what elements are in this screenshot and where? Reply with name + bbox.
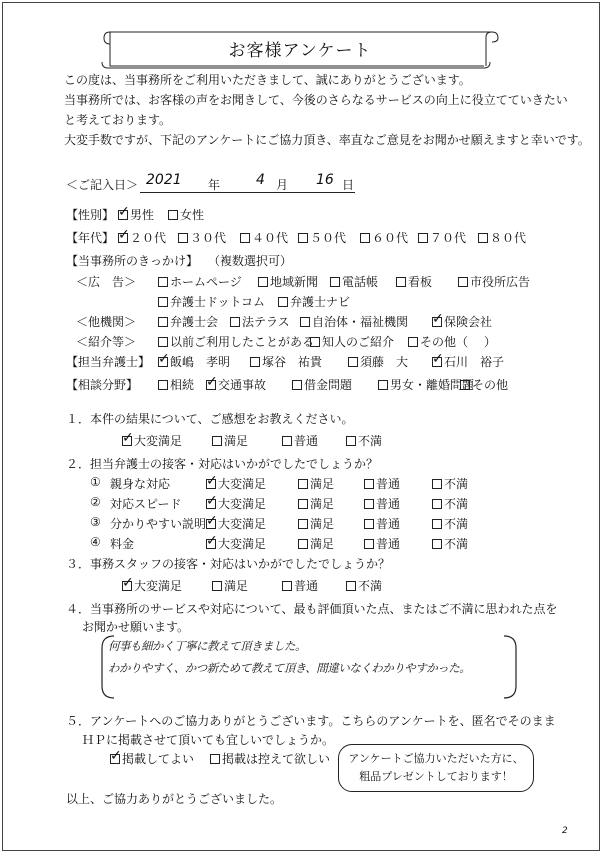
- gift-note-line: アンケートご協力いただいた方に、: [348, 752, 524, 765]
- checkbox-icon[interactable]: [122, 574, 134, 591]
- ref-label: ＜紹介等＞: [76, 335, 137, 349]
- checkbox-label: 普通: [294, 434, 319, 448]
- intro-line: この度は、当事務所をご利用いただきまして、誠にありがとうございます。: [64, 73, 471, 87]
- checkbox-label: ４０代: [252, 231, 289, 245]
- checkbox-label: 借金問題: [304, 378, 353, 392]
- checkmark-icon: ✓: [122, 429, 134, 446]
- checkbox-icon[interactable]: [432, 519, 442, 529]
- checkbox-icon[interactable]: [230, 317, 240, 327]
- checkbox-option[interactable]: [298, 495, 334, 512]
- checkbox-label: 普通: [376, 517, 401, 531]
- checkbox-option[interactable]: [206, 373, 267, 393]
- checkbox-label: ５０代: [310, 231, 347, 245]
- checkbox-icon[interactable]: [408, 337, 418, 347]
- checkbox-option[interactable]: [298, 515, 334, 532]
- checkbox-option[interactable]: [206, 512, 267, 532]
- checkbox-option[interactable]: [292, 376, 352, 393]
- checkbox-option[interactable]: [110, 747, 195, 767]
- checkbox-option[interactable]: [330, 273, 378, 290]
- q4-text-line1: ４．当事務所のサービスや対応について、最も評価頂いた点、またはご不満に思われた点を: [66, 602, 558, 616]
- checkbox-label: 掲載は控えて欲しい: [222, 752, 331, 766]
- checkmark-icon: ✓: [118, 203, 130, 220]
- checkbox-option[interactable]: [158, 293, 265, 310]
- checkbox-label: 相続: [170, 378, 195, 392]
- checkbox-label: 普通: [376, 497, 401, 511]
- checkbox-label: 大変満足: [134, 579, 183, 593]
- checkbox-option[interactable]: [364, 515, 400, 532]
- checkbox-option[interactable]: [250, 353, 322, 370]
- checkbox-option[interactable]: [122, 429, 183, 449]
- checkbox-option[interactable]: [300, 313, 408, 330]
- ref-close: ）: [484, 335, 497, 349]
- checkbox-icon[interactable]: [348, 357, 358, 367]
- checkbox-icon[interactable]: [298, 233, 308, 243]
- checkbox-label: 掲載してよい: [122, 752, 195, 766]
- checkbox-option[interactable]: [278, 293, 350, 310]
- checkbox-icon[interactable]: [460, 380, 470, 390]
- checkbox-option[interactable]: [432, 535, 468, 552]
- checkbox-icon[interactable]: [364, 479, 374, 489]
- checkbox-label: 法テラス: [242, 315, 290, 329]
- checkbox-label: 大変満足: [218, 497, 267, 511]
- checkbox-label: その他: [472, 378, 509, 392]
- checkbox-label: 電話帳: [342, 275, 379, 289]
- checkmark-icon: ✓: [206, 512, 218, 529]
- q5-text-line1: ５．アンケートへのご協力ありがとうございます。こちらのアンケートを、匿名でそのまま: [66, 714, 556, 728]
- checkbox-label: 大変満足: [218, 477, 267, 491]
- checkbox-icon[interactable]: [122, 429, 134, 446]
- q2-item-number: ①: [90, 475, 101, 489]
- source-label: 【当事務所のきっかけ】: [66, 254, 199, 268]
- comment-box[interactable]: [100, 632, 520, 702]
- checkbox-label: 交通事故: [218, 378, 267, 392]
- checkbox-label: ６０代: [372, 231, 409, 245]
- checkbox-label: ２０代: [130, 231, 167, 245]
- checkbox-option[interactable]: [310, 333, 394, 350]
- checkbox-option[interactable]: [282, 577, 318, 594]
- checkbox-option[interactable]: [432, 495, 468, 512]
- checkbox-label: 須藤 大: [360, 355, 409, 369]
- checkbox-option[interactable]: [396, 273, 432, 290]
- checkbox-option[interactable]: [364, 475, 400, 492]
- checkbox-label: 満足: [224, 434, 249, 448]
- gift-note-line: 粗品プレゼントしております！: [359, 770, 513, 783]
- q3-text: ３．事務スタッフの接客・対応はいかがでしたでしょうか？: [66, 557, 391, 571]
- checkbox-option[interactable]: [348, 353, 408, 370]
- checkbox-icon[interactable]: [364, 539, 374, 549]
- checkbox-icon[interactable]: [178, 233, 188, 243]
- checkbox-label: 普通: [376, 477, 401, 491]
- checkbox-icon[interactable]: [298, 479, 308, 489]
- source-note: （複数選択可）: [208, 254, 293, 268]
- checkbox-option[interactable]: [282, 432, 318, 449]
- date-year: 2021: [146, 172, 182, 188]
- closing-text: 以上、ご協力ありがとうございました。: [66, 792, 283, 806]
- checkbox-icon[interactable]: [278, 297, 288, 307]
- checkbox-icon[interactable]: [206, 532, 218, 549]
- checkbox-label: 大変満足: [218, 517, 267, 531]
- checkmark-icon: ✓: [206, 373, 218, 390]
- checkbox-icon[interactable]: [432, 350, 444, 367]
- checkbox-option[interactable]: [432, 310, 493, 330]
- checkmark-icon: ✓: [158, 350, 170, 367]
- checkbox-label: 市役所広告: [470, 275, 531, 289]
- checkmark-icon: ✓: [206, 472, 218, 489]
- checkbox-icon[interactable]: [212, 581, 222, 591]
- checkbox-icon[interactable]: [206, 373, 218, 390]
- checkbox-option[interactable]: [118, 226, 167, 246]
- checkbox-label: 普通: [376, 537, 401, 551]
- q2-item-number: ②: [90, 495, 101, 509]
- checkbox-label: 満足: [310, 497, 335, 511]
- checkbox-label: 大変満足: [134, 434, 183, 448]
- checkbox-option[interactable]: [212, 432, 248, 449]
- q2-item-label: 料金: [110, 537, 135, 551]
- checkbox-option[interactable]: [210, 750, 330, 767]
- checkbox-option[interactable]: [364, 495, 400, 512]
- q2-item-label: 対応スピード: [110, 497, 182, 511]
- checkbox-label: 以前ご利用したことがある: [170, 335, 315, 349]
- checkbox-label: 女性: [180, 208, 205, 222]
- checkbox-option[interactable]: [364, 535, 400, 552]
- checkmark-icon: ✓: [122, 574, 134, 591]
- q2-item-label: 親身な対応: [110, 477, 171, 491]
- checkmark-icon: ✓: [432, 310, 444, 327]
- checkbox-label: 弁護士会: [170, 315, 219, 329]
- checkbox-option[interactable]: [122, 574, 183, 594]
- field-label: 【相談分野】: [66, 378, 139, 392]
- checkbox-label: 弁護士ナビ: [290, 295, 351, 309]
- checkbox-icon[interactable]: [258, 277, 268, 287]
- comment-answer-line: わかりやすく、かつ新ためて教えて頂き、間違いなくわかりやすかった。: [108, 661, 471, 675]
- checkbox-label: 石川 裕子: [444, 355, 505, 369]
- checkbox-option[interactable]: [346, 432, 382, 449]
- checkbox-icon[interactable]: [298, 539, 308, 549]
- checkbox-label: 不満: [358, 579, 383, 593]
- checkmark-icon: ✓: [118, 226, 130, 243]
- date-underline: [140, 192, 355, 193]
- checkmark-icon: ✓: [110, 747, 122, 764]
- checkbox-icon[interactable]: [282, 436, 292, 446]
- checkbox-option[interactable]: [298, 475, 334, 492]
- checkbox-icon[interactable]: [330, 277, 340, 287]
- checkbox-icon[interactable]: [158, 317, 168, 327]
- date-year-unit: 年: [208, 178, 221, 192]
- checkbox-option[interactable]: [158, 333, 314, 350]
- q5-text-line2: ＨＰに掲載させて頂いても宜しいでしょうか。: [82, 733, 335, 747]
- checkbox-option[interactable]: [240, 229, 288, 246]
- gift-note-box: [338, 744, 534, 792]
- checkbox-icon[interactable]: [206, 492, 218, 509]
- checkbox-option[interactable]: [258, 273, 318, 290]
- gender-label: 【性別】: [66, 208, 115, 222]
- checkbox-icon[interactable]: [298, 519, 308, 529]
- org-label: ＜他機関＞: [76, 315, 137, 329]
- checkbox-icon[interactable]: [158, 277, 168, 287]
- checkbox-option[interactable]: [432, 350, 505, 370]
- title-banner: [100, 24, 500, 72]
- checkbox-option[interactable]: [212, 577, 248, 594]
- checkbox-option[interactable]: [418, 229, 466, 246]
- checkbox-icon[interactable]: [118, 226, 130, 243]
- checkbox-icon[interactable]: [158, 350, 170, 367]
- checkbox-option[interactable]: [158, 273, 242, 290]
- comment-answer-line: 何事も細かく丁寧に教えて頂きました。: [108, 639, 306, 653]
- checkbox-option[interactable]: [458, 273, 530, 290]
- checkbox-icon[interactable]: [110, 747, 122, 764]
- checkbox-label: 自治体・福祉機関: [312, 315, 409, 329]
- checkbox-icon[interactable]: [458, 277, 468, 287]
- checkbox-icon[interactable]: [346, 436, 356, 446]
- checkbox-icon[interactable]: [364, 499, 374, 509]
- q2-item-number: ③: [90, 515, 101, 529]
- checkbox-icon[interactable]: [240, 233, 250, 243]
- page-number: 2: [562, 826, 568, 836]
- checkbox-label: 保険会社: [444, 315, 493, 329]
- checkbox-option[interactable]: [230, 313, 290, 330]
- checkbox-label: 不満: [444, 537, 469, 551]
- checkmark-icon: ✓: [432, 350, 444, 367]
- checkbox-label: 不満: [444, 477, 469, 491]
- checkmark-icon: ✓: [206, 532, 218, 549]
- checkbox-icon[interactable]: [432, 499, 442, 509]
- date-month-unit: 月: [276, 178, 289, 192]
- checkbox-option[interactable]: [206, 492, 267, 512]
- checkbox-label: 男女・離婚問題: [390, 378, 475, 392]
- checkbox-icon[interactable]: [378, 380, 388, 390]
- checkbox-label: 看板: [408, 275, 433, 289]
- intro-line: 大変手数ですが、下記のアンケートにご協力頂き、率直なご意見をお聞かせ願えますと幸いです。: [64, 133, 590, 147]
- checkbox-option[interactable]: [158, 313, 218, 330]
- checkbox-icon[interactable]: [212, 436, 222, 446]
- checkbox-label: 満足: [224, 579, 249, 593]
- checkbox-option[interactable]: [206, 532, 267, 552]
- checkbox-icon[interactable]: [300, 317, 310, 327]
- checkbox-icon[interactable]: [418, 233, 428, 243]
- checkbox-icon[interactable]: [118, 203, 130, 220]
- checkbox-option[interactable]: [360, 229, 408, 246]
- date-day-unit: 日: [342, 178, 355, 192]
- checkbox-icon[interactable]: [298, 499, 308, 509]
- q2-text: ２．担当弁護士の接客・対応はいかがでしたでしょうか？: [66, 457, 379, 471]
- checkbox-label: 男性: [130, 208, 155, 222]
- checkbox-label: 満足: [310, 537, 335, 551]
- date-day: 16: [316, 172, 334, 188]
- checkbox-icon[interactable]: [346, 581, 356, 591]
- checkbox-icon[interactable]: [158, 297, 168, 307]
- page-title: お客様アンケート: [228, 41, 372, 61]
- checkbox-option[interactable]: [168, 206, 204, 223]
- checkbox-option[interactable]: [432, 475, 468, 492]
- checkbox-option[interactable]: [346, 577, 382, 594]
- checkbox-label: 満足: [310, 477, 335, 491]
- checkbox-option[interactable]: [432, 515, 468, 532]
- checkbox-label: 飯嶋 孝明: [170, 355, 231, 369]
- checkbox-icon[interactable]: [206, 472, 218, 489]
- checkbox-label: 不満: [444, 497, 469, 511]
- checkbox-option[interactable]: [460, 376, 508, 393]
- checkbox-icon[interactable]: [310, 337, 320, 347]
- age-label: 【年代】: [66, 231, 115, 245]
- checkbox-icon[interactable]: [432, 479, 442, 489]
- checkbox-option[interactable]: [478, 229, 526, 246]
- checkbox-option[interactable]: [158, 350, 231, 370]
- checkbox-label: その他（: [420, 335, 469, 349]
- q2-item-label: 分かりやすい説明: [110, 517, 207, 531]
- checkbox-icon[interactable]: [158, 337, 168, 347]
- checkbox-label: ホームページ: [170, 275, 242, 289]
- checkbox-option[interactable]: [298, 535, 334, 552]
- checkbox-icon[interactable]: [250, 357, 260, 367]
- checkbox-label: 知人のご紹介: [322, 335, 395, 349]
- date-month: 4: [256, 172, 265, 188]
- checkbox-label: 満足: [310, 517, 335, 531]
- checkbox-icon[interactable]: [210, 754, 220, 764]
- checkbox-label: 大変満足: [218, 537, 267, 551]
- checkbox-option[interactable]: [298, 229, 346, 246]
- checkbox-label: 不満: [358, 434, 383, 448]
- checkbox-label: 地域新聞: [270, 275, 319, 289]
- intro-line: 当事務所では、お客様の声をお聞きして、今後のさらなるサービスの向上に役立てていきたい: [64, 93, 568, 107]
- checkbox-label: 塚谷 祐貴: [262, 355, 323, 369]
- checkbox-icon[interactable]: [360, 233, 370, 243]
- checkbox-icon[interactable]: [168, 210, 178, 220]
- intro-line: と考えております。: [64, 113, 172, 127]
- checkbox-label: ８０代: [490, 231, 527, 245]
- checkbox-option[interactable]: [118, 203, 155, 223]
- q4-text-line2: お聞かせ願います。: [82, 620, 190, 634]
- checkbox-icon[interactable]: [432, 539, 442, 549]
- checkbox-icon[interactable]: [282, 581, 292, 591]
- checkbox-icon[interactable]: [478, 233, 488, 243]
- checkbox-label: 普通: [294, 579, 319, 593]
- checkbox-icon[interactable]: [396, 277, 406, 287]
- ad-label: ＜広 告＞: [76, 275, 137, 289]
- checkbox-option[interactable]: [158, 376, 194, 393]
- checkbox-icon[interactable]: [432, 310, 444, 327]
- checkbox-label: 弁護士ドットコム: [170, 295, 266, 309]
- date-label: ＜ご記入日＞: [66, 178, 139, 192]
- checkmark-icon: ✓: [206, 492, 218, 509]
- checkbox-icon[interactable]: [206, 512, 218, 529]
- checkbox-option[interactable]: [408, 333, 468, 350]
- checkbox-label: ７０代: [430, 231, 467, 245]
- checkbox-label: ３０代: [190, 231, 227, 245]
- checkbox-option[interactable]: [206, 472, 267, 492]
- checkbox-icon[interactable]: [158, 380, 168, 390]
- checkbox-icon[interactable]: [364, 519, 374, 529]
- q2-item-number: ④: [90, 535, 101, 549]
- checkbox-option[interactable]: [178, 229, 226, 246]
- q1-text: １．本件の結果について、ご感想をお教えください。: [66, 412, 354, 426]
- checkbox-label: 不満: [444, 517, 469, 531]
- lawyer-label: 【担当弁護士】: [66, 355, 151, 369]
- checkbox-icon[interactable]: [292, 380, 302, 390]
